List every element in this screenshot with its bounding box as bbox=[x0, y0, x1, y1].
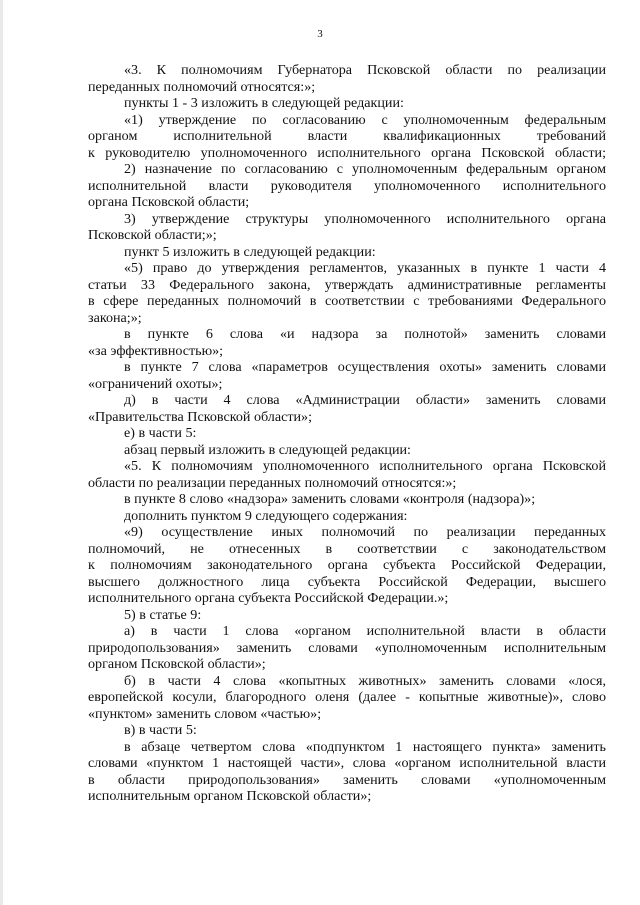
text-line: 3) утверждение структуры уполномоченного исполнительного органа bbox=[124, 210, 606, 227]
text-line: высшего должностного лица субъекта Российской Федерации, высшего bbox=[88, 573, 606, 590]
text-line: органа Псковской области; bbox=[88, 194, 250, 210]
text-line: а) в части 1 слова «органом исполнительной власти в области bbox=[124, 623, 606, 639]
page-number: 3 bbox=[317, 28, 323, 40]
text-line: «за эффективностью»; bbox=[88, 342, 224, 359]
text-line: в абзаце четвертом слова «подпунктом 1 настоящего пункта» заменить bbox=[124, 738, 606, 755]
text-line: органом исполнительной власти квалификационных требований bbox=[88, 128, 606, 144]
text-line: «Правительства Псковской области»; bbox=[88, 408, 313, 425]
text-line: «ограничений охоты»; bbox=[88, 375, 223, 392]
text-line: полномочий, не отнесенных в соответствии с законодательством bbox=[88, 540, 606, 557]
text-line: Псковской области;»; bbox=[88, 227, 217, 243]
text-line: к полномочиям законодательного органа субъекта Российской Федерации, bbox=[88, 557, 606, 573]
text-line: в пункте 6 слова «и надзора за полнотой» заменить словами bbox=[124, 326, 606, 342]
text-line: б) в части 4 слова «копытных животных» заменить словами «лося, bbox=[124, 672, 606, 689]
text-line: 5) в статье 9: bbox=[124, 606, 202, 623]
text-line: органом Псковской области»; bbox=[88, 656, 266, 672]
text-line: в области природопользования» заменить словами «уполномоченным bbox=[88, 771, 606, 788]
text-line: к руководителю уполномоченного исполнительного органа Псковской области; bbox=[88, 144, 606, 161]
text-line: абзац первый изложить в следующей редакции: bbox=[124, 441, 411, 458]
text-line: пункт 5 изложить в следующей редакции: bbox=[124, 243, 376, 260]
text-line: дополнить пунктом 9 следующего содержания: bbox=[124, 507, 408, 524]
text-line: исполнительного органа субъекта Российской Федерации.»; bbox=[88, 590, 449, 606]
text-line: статьи 33 Федерального закона, утверждать административные регламенты bbox=[88, 276, 606, 293]
text-line: в пункте 8 слово «надзора» заменить словами «контроля (надзора)»; bbox=[124, 491, 536, 507]
text-line: исполнительным органом Псковской области»; bbox=[88, 788, 372, 804]
text-line: в сфере переданных полномочий в соответствии с требованиями Федерального bbox=[88, 293, 606, 309]
text-line: в) в части 5: bbox=[124, 722, 197, 738]
text-line: «5) право до утверждения регламентов, указанных в пункте 1 части 4 bbox=[124, 260, 606, 276]
text-line: исполнительной власти руководителя уполномоченного исполнительного bbox=[88, 177, 606, 194]
text-line: в пункте 7 слова «параметров осуществления охоты» заменить словами bbox=[124, 359, 606, 375]
text-line: закона;»; bbox=[88, 309, 142, 326]
text-line: пункты 1 - 3 изложить в следующей редакции: bbox=[124, 95, 404, 111]
text-line: «5. К полномочиям уполномоченного исполнительного органа Псковской bbox=[124, 458, 606, 474]
text-line: «9) осуществление иных полномочий по реализации переданных bbox=[124, 524, 606, 540]
text-line: области по реализации переданных полномочий относятся:»; bbox=[88, 474, 457, 491]
text-line: 2) назначение по согласованию с уполномоченным федеральным органом bbox=[124, 161, 606, 177]
scan-edge bbox=[0, 0, 3, 905]
text-line: европейской косули, благородного оленя (далее - копытные животные)», слово bbox=[88, 689, 606, 705]
text-line: природопользования» заменить словами «уполномоченным исполнительным bbox=[88, 639, 606, 656]
text-line: переданных полномочий относятся:»; bbox=[88, 78, 316, 95]
text-line: д) в части 4 слова «Администрации области» заменить словами bbox=[124, 392, 606, 408]
text-line: «3. К полномочиям Губернатора Псковской области по реализации bbox=[124, 62, 606, 78]
text-line: е) в части 5: bbox=[124, 425, 197, 441]
text-line: «пунктом» заменить словом «частью»; bbox=[88, 705, 322, 722]
text-line: словами «пунктом 1 настоящей части», слова «органом исполнительной власти bbox=[88, 755, 606, 771]
text-line: «1) утверждение по согласованию с уполномоченным федеральным bbox=[124, 111, 606, 128]
document-body bbox=[88, 62, 606, 805]
